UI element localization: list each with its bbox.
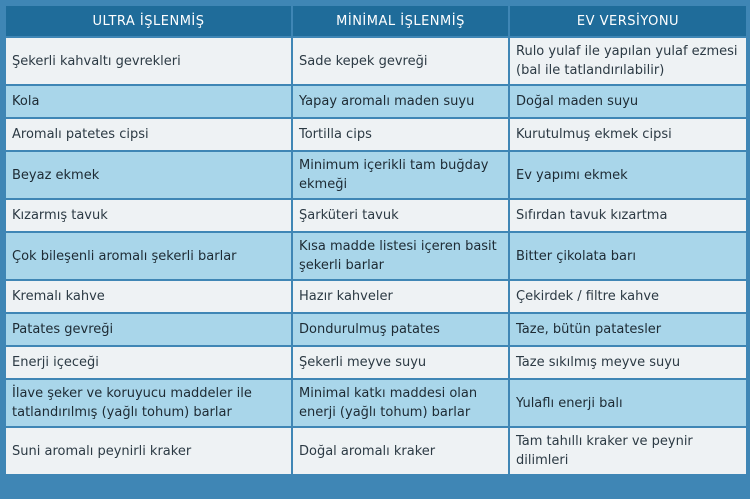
table-row <box>6 38 746 84</box>
table-row <box>6 86 746 117</box>
table-cell: Tam tahıllı kraker ve peynir dilimleri <box>510 428 746 474</box>
table-cell: Tortilla cips <box>293 119 508 150</box>
table-cell: Bitter çikolata barı <box>510 233 746 279</box>
table-row <box>6 233 746 279</box>
header-home-version: EV VERSİYONU <box>510 6 746 36</box>
table-cell: Taze sıkılmış meyve suyu <box>510 347 746 378</box>
table-header-row <box>6 6 746 36</box>
table-cell: Yulaflı enerji balı <box>510 380 746 426</box>
table-cell: Dondurulmuş patates <box>293 314 508 345</box>
table-cell: Kızarmış tavuk <box>6 200 291 231</box>
table-cell: Kurutulmuş ekmek cipsi <box>510 119 746 150</box>
table-cell: Şekerli meyve suyu <box>293 347 508 378</box>
table-cell: Kremalı kahve <box>6 281 291 312</box>
table-cell: Yapay aromalı maden suyu <box>293 86 508 117</box>
header-minimally-processed: MİNİMAL İŞLENMİŞ <box>293 6 508 36</box>
table-row <box>6 314 746 345</box>
table-row <box>6 428 746 474</box>
table-cell: Patates gevreği <box>6 314 291 345</box>
table-cell: Kısa madde listesi içeren basit şekerli barlar <box>293 233 508 279</box>
table-cell: Çok bileşenli aromalı şekerli barlar <box>6 233 291 279</box>
table-cell: Beyaz ekmek <box>6 152 291 198</box>
table-cell: Hazır kahveler <box>293 281 508 312</box>
header-ultra-processed: ULTRA İŞLENMİŞ <box>6 6 291 36</box>
table-cell: Ev yapımı ekmek <box>510 152 746 198</box>
table-cell: Enerji içeceği <box>6 347 291 378</box>
table-cell: Doğal maden suyu <box>510 86 746 117</box>
table-cell: Şekerli kahvaltı gevrekleri <box>6 38 291 84</box>
table-row <box>6 200 746 231</box>
table-cell: Rulo yulaf ile yapılan yulaf ezmesi (bal ile tatlandırılabilir) <box>510 38 746 84</box>
table-row <box>6 380 746 426</box>
table-cell: Şarküteri tavuk <box>293 200 508 231</box>
table-cell: Minimal katkı maddesi olan enerji (yağlı tohum) barlar <box>293 380 508 426</box>
table-cell: Doğal aromalı kraker <box>293 428 508 474</box>
table-cell: Kola <box>6 86 291 117</box>
food-processing-table <box>4 4 748 476</box>
table-row <box>6 281 746 312</box>
table-row <box>6 347 746 378</box>
table-cell: Taze, bütün patatesler <box>510 314 746 345</box>
table-cell: Sıfırdan tavuk kızartma <box>510 200 746 231</box>
table-cell: Sade kepek gevreği <box>293 38 508 84</box>
table-row <box>6 119 746 150</box>
table-row <box>6 152 746 198</box>
table-cell: İlave şeker ve koruyucu maddeler ile tatlandırılmış (yağlı tohum) barlar <box>6 380 291 426</box>
table-cell: Çekirdek / filtre kahve <box>510 281 746 312</box>
table-cell: Minimum içerikli tam buğday ekmeği <box>293 152 508 198</box>
table-cell: Aromalı patetes cipsi <box>6 119 291 150</box>
table-cell: Suni aromalı peynirli kraker <box>6 428 291 474</box>
